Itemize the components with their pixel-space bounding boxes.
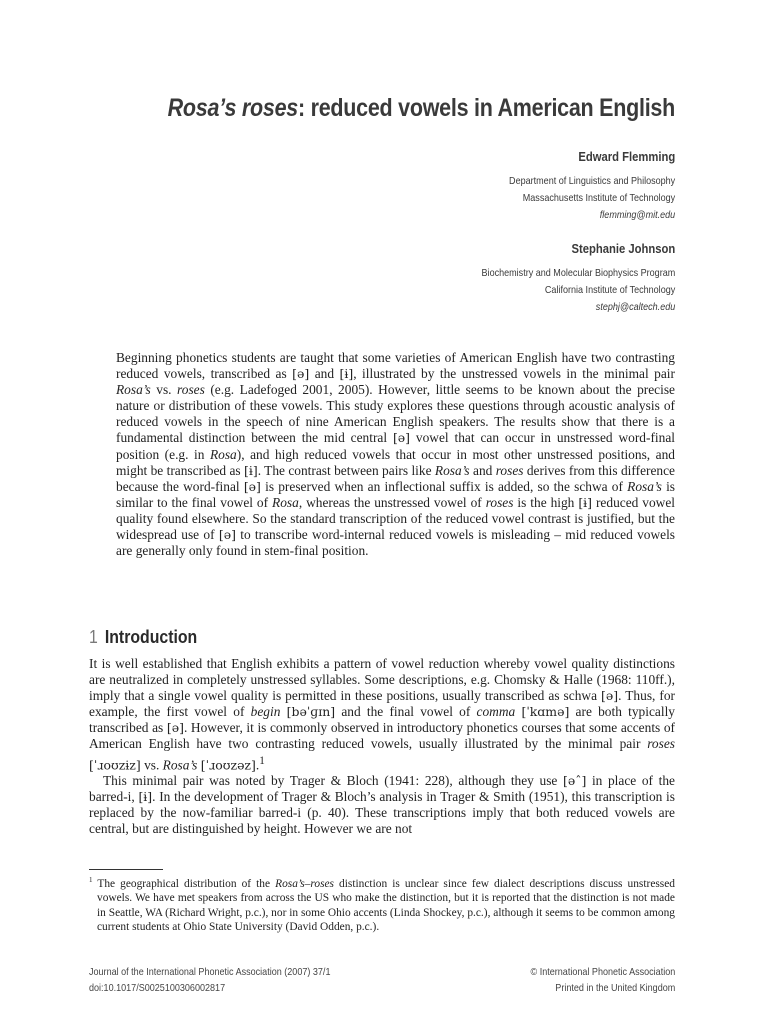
abstract-text: (e.g. Ladefoged 2001, 2005). However, little seems to be known about the precise nature or distribution of these vowels. This study explores these questions through acoustic analysis of reduced vowels in the speech of nine American English speakers. The results show that there is a fundamental distinction between the mid central (116, 382, 675, 446)
ipa-symbol: [ɨ] (138, 789, 153, 805)
body-text (89, 656, 675, 838)
footnote-text: The geographical distribution of the (92, 877, 276, 890)
author-email-link[interactable]: stephj@caltech.edu (595, 301, 675, 313)
ipa-symbol: [ɨ] (243, 462, 258, 478)
abstract-text: vowel that can occur in unstressed word-final position (e.g. in (116, 430, 675, 462)
section-number: 1 (89, 627, 98, 647)
paragraph-text: and the final vowel of (335, 704, 477, 720)
paragraph-text: It is well established that English exhibits a pattern of vowel reduction whereby vowel quality distinctions are neutralized in completely unstressed syllables. Some descriptions, e.g. Chomsky & Halle (1968: 110ff.), imply that a single vowel quality is permitted in these positions, usually transcribed as schwa (89, 656, 675, 704)
paragraph-text: vs. (140, 757, 163, 773)
footnote-divider (89, 869, 163, 870)
doi-link[interactable]: doi:10.1017/S0025100306002817 (89, 982, 226, 994)
paragraph-text: in place of the barred-i, (89, 773, 675, 805)
abstract-text: vs. (150, 382, 178, 398)
footnote-text: distinction is unclear since few dialect descriptions discuss unstressed vowels. We have met speakers from across the US who make the distinction, but it is reported that the distinction is not made in Seattle, WA (Richard Wright, p.c.), nor in some Ohio accents (Linda Shockey, p.c.), although it seems to be common among current students at Ohio State University (David Odden, p.c.). (97, 877, 675, 934)
abstract-text: . The contrast between pairs like (257, 462, 435, 478)
title-rest: : reduced vowels in American English (297, 94, 675, 122)
abstract-text: ), and high reduced vowels that occur in most other unstressed positions, and might be transcribed as (116, 446, 675, 478)
ipa-transcription: [bəˈɡɪn] (286, 704, 336, 720)
italic-term: Rosa (272, 494, 299, 510)
title-italic-part: Rosa’s roses (167, 94, 298, 122)
italic-term: Rosa’s (116, 382, 151, 398)
copyright-notice: © International Phonetic Association (530, 966, 675, 978)
journal-citation: Journal of the International Phonetic Association (2007) 37/1 (89, 966, 331, 978)
italic-term: begin (250, 704, 281, 720)
abstract-text: and (469, 462, 496, 478)
paragraph-text: . Thus, for example, the first vowel of (89, 688, 675, 720)
abstract-text: and (309, 366, 340, 382)
paragraph-2 (89, 773, 675, 837)
italic-term: Rosa (209, 446, 237, 462)
author-institution: California Institute of Technology (544, 284, 675, 296)
italic-term: roses (647, 736, 675, 752)
ipa-symbol: [ə] (243, 478, 261, 494)
paragraph-text: This minimal pair was noted by Trager & Bloch (1941: 228), although they use (103, 773, 563, 789)
abstract-text: is preserved when an inflectional suffix is added, so the schwa of (260, 478, 628, 494)
paragraph-text: . In the development of Trager & Bloch’s analysis in Trager & Smith (1951), this transcription is replaced by the now-familiar barred-i (p. 40). These transcriptions imply that both reduced vowels are central, but are distinguished by height. However we are not (89, 789, 675, 837)
footnote-mark: 1 (89, 876, 93, 884)
section-heading (89, 627, 197, 648)
italic-term: Rosa’s (627, 478, 662, 494)
footnote (89, 873, 675, 934)
italic-term: roses (485, 494, 514, 510)
ipa-transcription: [ˈkɑmə] (521, 704, 570, 720)
section-title: Introduction (104, 627, 198, 647)
italic-term: Rosa’s–roses (275, 877, 334, 890)
abstract-text: derives from this difference because the word-final (116, 462, 675, 494)
abstract-text: to transcribe word-internal reduced vowels is misleading – mid reduced vowels are generally only found in stem-final position. (116, 527, 675, 559)
ipa-symbol: [ə] (292, 366, 310, 382)
ipa-transcription: [ˈɹoʊzɨz] (89, 757, 141, 773)
ipa-symbol: [əˆ] (562, 773, 587, 789)
paragraph-1 (89, 656, 675, 773)
italic-term: Rosa’s (162, 757, 198, 773)
paragraph-text: . (255, 757, 260, 773)
author-name: Edward Flemming (578, 150, 675, 164)
abstract-text: is similar to the final vowel of (116, 478, 675, 510)
abstract-text: reduced vowel quality found elsewhere. So the standard transcription of the reduced vowel contrast is justified, but the widespread use of (116, 494, 676, 543)
ipa-symbol: [ə] (392, 430, 411, 446)
ipa-symbol: [ɨ] (578, 494, 593, 510)
ipa-symbol: [ə] (218, 527, 236, 543)
author-department: Biochemistry and Molecular Biophysics Program (481, 267, 675, 279)
abstract-text: , whereas the unstressed vowel of (298, 494, 486, 510)
ipa-symbol: [ə] (601, 688, 619, 704)
footer-left (89, 964, 330, 996)
printed-notice: Printed in the United Kingdom (555, 982, 675, 994)
abstract (116, 350, 675, 559)
abstract-text: Beginning phonetics students are taught that some varieties of American English have two contrasting reduced vowels, transcribed as (116, 350, 675, 382)
footer-right (530, 964, 675, 996)
abstract-text: is the high (513, 494, 579, 510)
italic-term: comma (476, 704, 516, 720)
paragraph-text: are both typically transcribed as (89, 704, 675, 736)
author-institution: Massachusetts Institute of Technology (522, 192, 675, 204)
abstract-text: , illustrated by the unstressed vowels in the minimal pair (353, 366, 675, 382)
ipa-symbol: [ɨ] (339, 366, 354, 382)
author-block-1 (482, 150, 675, 224)
italic-term: roses (495, 462, 524, 478)
italic-term: Rosa’s (434, 462, 470, 478)
paper-title (168, 94, 675, 123)
ipa-symbol: [ə] (166, 720, 184, 736)
author-block-2 (450, 242, 675, 316)
footnote-reference[interactable]: 1 (259, 754, 265, 767)
author-email-link[interactable]: flemming@mit.edu (599, 209, 675, 221)
paragraph-text: . However, it is commonly observed in introductory phonetics courses that some accents of American English have two contrasting reduced vowels, usually illustrated by the minimal pair (89, 720, 676, 752)
italic-term: roses (177, 382, 205, 398)
author-name: Stephanie Johnson (571, 242, 675, 256)
author-department: Department of Linguistics and Philosophy (508, 175, 675, 187)
ipa-transcription: [ˈɹoʊzəz] (200, 757, 256, 773)
